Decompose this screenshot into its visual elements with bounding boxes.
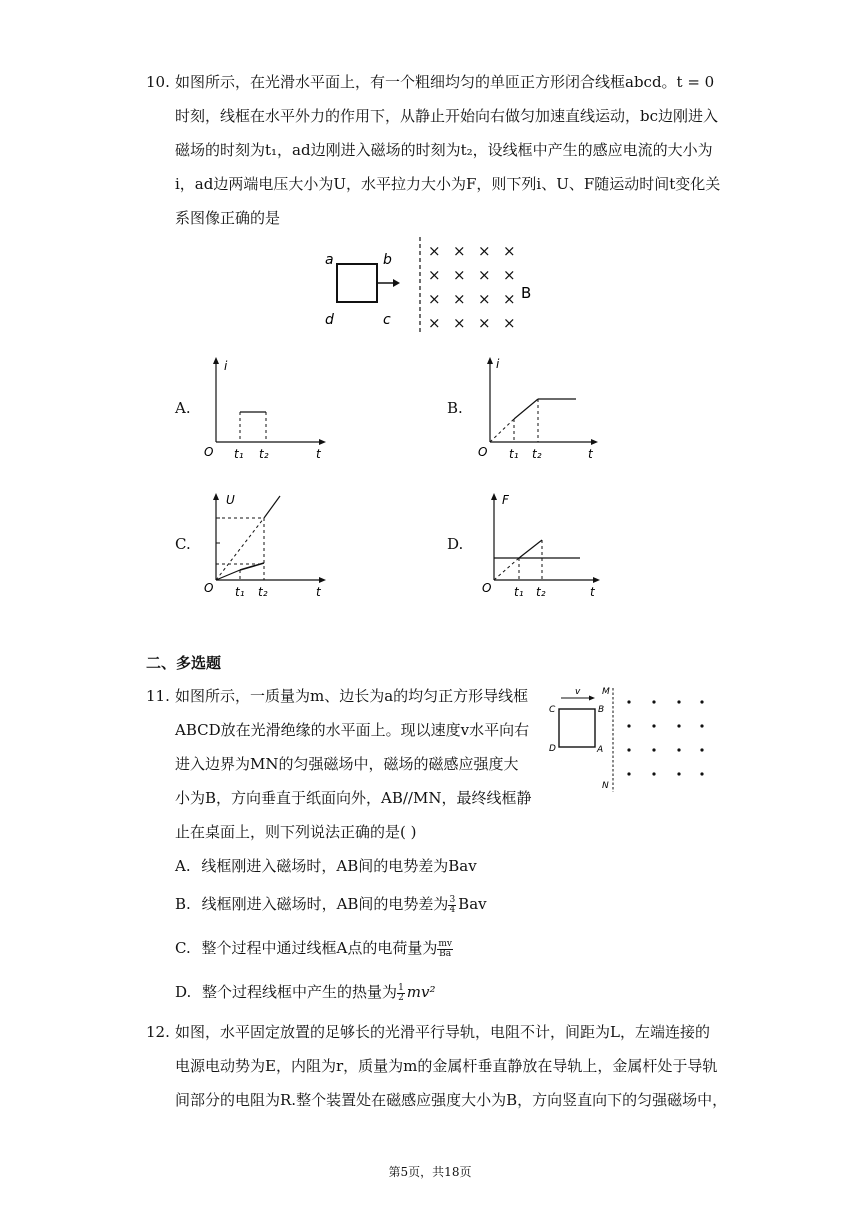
tick-t2: t₂ bbox=[259, 447, 269, 461]
tick-t2: t₂ bbox=[258, 585, 268, 599]
origin-label: O bbox=[482, 581, 492, 595]
section-title: 二、多选题 bbox=[146, 654, 222, 672]
question-11-line-4: 小为B，方向垂直于纸面向外，AB//MN，最终线框静 bbox=[175, 789, 532, 807]
svg-text:×: × bbox=[503, 242, 516, 260]
svg-text:×: × bbox=[453, 266, 466, 284]
svg-text:×: × bbox=[453, 314, 466, 332]
velocity-arrowhead bbox=[589, 696, 595, 701]
q10-option-c-label[interactable]: C. bbox=[175, 535, 191, 553]
tick-t2: t₂ bbox=[532, 447, 542, 461]
q10-option-d-label[interactable]: D. bbox=[447, 535, 464, 553]
square-frame bbox=[337, 264, 377, 302]
question-11-line-2: ABCD放在光滑绝缘的水平面上。现以速度v水平向右 bbox=[175, 721, 530, 739]
option-label: B. bbox=[175, 895, 191, 913]
option-label: D. bbox=[175, 983, 192, 1001]
corner-A: A bbox=[597, 745, 604, 755]
tick-t2: t₂ bbox=[536, 585, 546, 599]
q11-option-a[interactable] bbox=[175, 856, 477, 876]
magnetic-field-dots bbox=[627, 700, 703, 775]
corner-D: D bbox=[549, 744, 556, 754]
field-label: B bbox=[521, 284, 532, 302]
y-axis-label: i bbox=[496, 357, 500, 371]
option-tail: Bav bbox=[458, 895, 487, 913]
corner-d: d bbox=[325, 312, 334, 328]
question-10-line-3: 磁场的时刻为t₁，ad边刚进入磁场的时刻为t₂，设线框中产生的感应电流的大小为 bbox=[175, 141, 713, 159]
x-axis-label: t bbox=[316, 447, 321, 461]
q10-option-c-graph[interactable] bbox=[200, 488, 330, 600]
question-10-number: 10. bbox=[146, 73, 170, 91]
corner-C: C bbox=[549, 705, 556, 715]
question-10-line-1: 如图所示，在光滑水平面上，有一个粗细均匀的单匝正方形闭合线框abcd。t = 0 bbox=[175, 73, 715, 91]
question-11-line-3: 进入边界为MN的匀强磁场中，磁场的磁感应强度大 bbox=[175, 755, 519, 773]
page-footer: 第5页，共18页 bbox=[388, 1165, 472, 1179]
svg-text:×: × bbox=[453, 242, 466, 260]
svg-text:×: × bbox=[503, 290, 516, 308]
question-11-number: 11. bbox=[146, 687, 170, 705]
tick-t1: t₁ bbox=[235, 585, 245, 599]
question-10-line-5: 系图像正确的是 bbox=[175, 209, 281, 227]
origin-label: O bbox=[204, 581, 214, 595]
corner-a: a bbox=[325, 252, 334, 268]
q11-frame-and-field-figure bbox=[547, 684, 713, 796]
svg-text:×: × bbox=[428, 266, 441, 284]
question-11-line-5: 止在桌面上，则下列说法正确的是( ) bbox=[175, 823, 417, 841]
square-frame bbox=[559, 709, 595, 747]
y-axis-label: U bbox=[226, 493, 235, 507]
velocity-label: v bbox=[575, 687, 581, 697]
origin-label: O bbox=[478, 445, 488, 459]
magnetic-field-crosses bbox=[428, 242, 516, 332]
question-10-line-2: 时刻，线框在水平外力的作用下，从静止开始向右做匀加速直线运动，bc边刚进入 bbox=[175, 107, 719, 125]
question-11-line-1: 如图所示，一质量为m、边长为a的均匀正方形导线框 bbox=[175, 687, 529, 705]
option-text: 线框刚进入磁场时，AB间的电势差为 bbox=[201, 895, 449, 913]
option-label: A. bbox=[175, 857, 191, 875]
tick-t1: t₁ bbox=[514, 585, 524, 599]
q10-option-b-label[interactable]: B. bbox=[447, 399, 463, 417]
svg-text:×: × bbox=[478, 290, 491, 308]
x-axis-label: t bbox=[588, 447, 593, 461]
option-label: C. bbox=[175, 939, 191, 957]
question-12-number: 12. bbox=[146, 1023, 170, 1041]
tick-t1: t₁ bbox=[509, 447, 519, 461]
svg-text:×: × bbox=[428, 290, 441, 308]
q10-option-d-graph[interactable] bbox=[476, 488, 606, 600]
question-12-line-2: 电源电动势为E，内阻为r，质量为m的金属杆垂直静放在导轨上，金属杆处于导轨 bbox=[175, 1057, 718, 1075]
option-text: 整个过程线框中产生的热量为 bbox=[202, 983, 398, 1001]
x-axis-label: t bbox=[590, 585, 595, 599]
x-axis-label: t bbox=[316, 585, 321, 599]
question-10-line-4: i，ad边两端电压大小为U，水平拉力大小为F，则下列i、U、F随运动时间t变化关 bbox=[175, 175, 721, 193]
fraction: $\frac{mv}{Ba}$ bbox=[438, 938, 452, 959]
question-12-line-1: 如图，水平固定放置的足够长的光滑平行导轨，电阻不计，间距为L，左端连接的 bbox=[175, 1023, 710, 1041]
q11-option-d[interactable] bbox=[175, 982, 436, 1003]
svg-text:×: × bbox=[453, 290, 466, 308]
svg-text:×: × bbox=[428, 242, 441, 260]
boundary-N: N bbox=[602, 781, 609, 791]
boundary-M: M bbox=[602, 687, 610, 697]
svg-text:×: × bbox=[428, 314, 441, 332]
corner-b: b bbox=[383, 252, 392, 268]
svg-text:×: × bbox=[503, 314, 516, 332]
svg-text:×: × bbox=[503, 266, 516, 284]
corner-B: B bbox=[598, 705, 605, 715]
option-text: 线框刚进入磁场时，AB间的电势差为Bav bbox=[201, 857, 477, 875]
svg-text:×: × bbox=[478, 314, 491, 332]
motion-arrowhead bbox=[393, 279, 400, 287]
q11-option-c[interactable] bbox=[175, 938, 453, 959]
origin-label: O bbox=[204, 445, 214, 459]
q10-frame-and-field-figure bbox=[315, 232, 545, 337]
y-axis-label: F bbox=[502, 493, 509, 507]
y-axis-label: i bbox=[224, 359, 228, 373]
svg-text:×: × bbox=[478, 266, 491, 284]
tick-t1: t₁ bbox=[234, 447, 244, 461]
option-tail: mv² bbox=[406, 983, 436, 1001]
fraction: $\frac{3}{4}$ bbox=[449, 894, 456, 915]
option-text: 整个过程中通过线框A点的电荷量为 bbox=[201, 939, 438, 957]
fraction: $\frac{1}{2}$ bbox=[398, 982, 404, 1003]
q10-option-a-graph[interactable] bbox=[200, 352, 330, 462]
q11-option-b[interactable] bbox=[175, 894, 487, 915]
svg-text:×: × bbox=[478, 242, 491, 260]
q10-option-b-graph[interactable] bbox=[476, 352, 606, 462]
q10-option-a-label[interactable]: A. bbox=[175, 399, 191, 417]
corner-c: c bbox=[383, 312, 391, 328]
question-12-line-3: 间部分的电阻为R.整个装置处在磁感应强度大小为B，方向竖直向下的匀强磁场中， bbox=[175, 1091, 728, 1109]
